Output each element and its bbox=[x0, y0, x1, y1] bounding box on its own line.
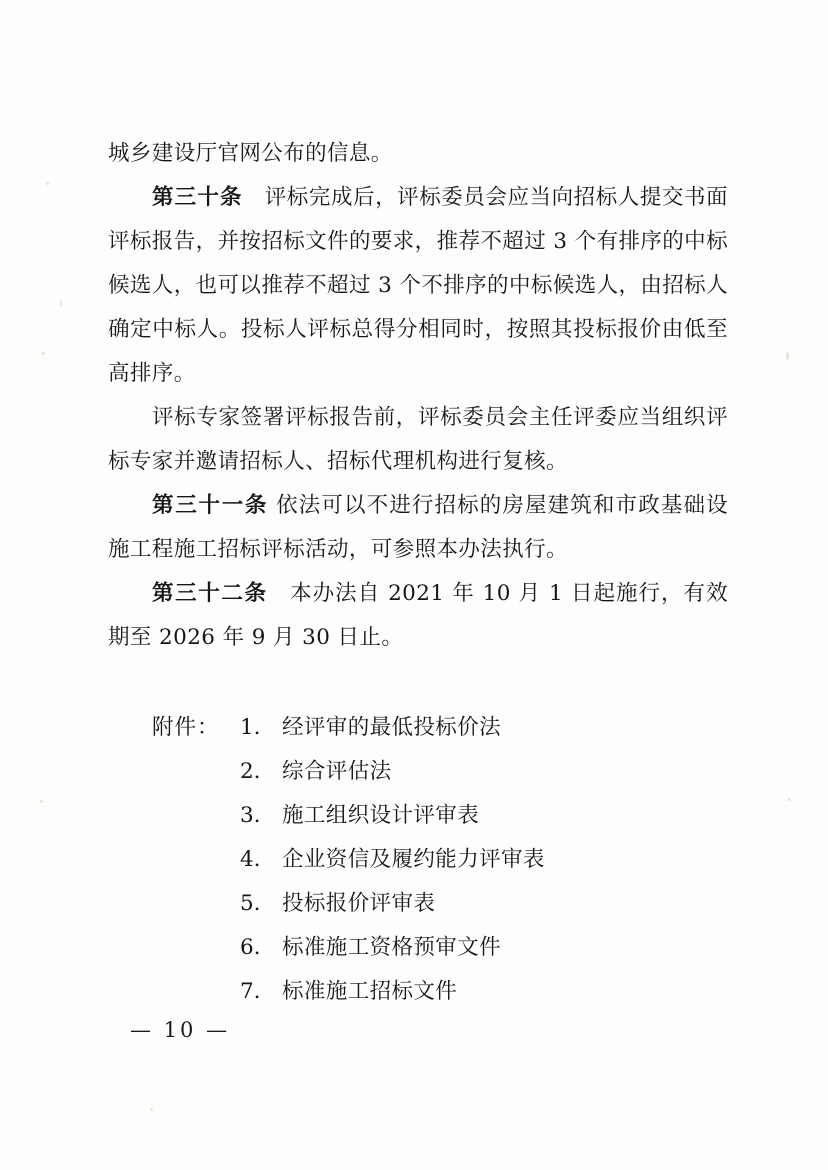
attachment-number: 4. bbox=[240, 847, 261, 872]
attachment-title: 综合评估法 bbox=[282, 759, 392, 784]
scan-speck bbox=[786, 352, 789, 360]
attachment-item bbox=[152, 794, 728, 838]
page-number: — 10 — bbox=[130, 1018, 231, 1042]
attachment-label-spacer bbox=[152, 970, 240, 1014]
paragraph-4 bbox=[108, 484, 728, 572]
attachment-number: 3. bbox=[240, 803, 261, 828]
page-footer bbox=[0, 1018, 828, 1042]
article-30-heading: 第三十条 bbox=[152, 185, 243, 210]
attachment-number: 6. bbox=[240, 935, 261, 960]
attachment-number: 7. bbox=[240, 979, 261, 1004]
scan-speck bbox=[60, 300, 62, 307]
attachment-number: 1. bbox=[240, 715, 261, 740]
attachment-title: 经评审的最低投标价法 bbox=[282, 715, 502, 740]
scan-speck bbox=[150, 1108, 153, 1111]
paragraph-5-text: 本办法自 2021 年 10 月 1 日起施行，有效期至 2026 年 9 月 30 日止。 bbox=[108, 581, 728, 650]
attachment-number: 2. bbox=[240, 759, 261, 784]
attachment-title: 企业资信及履约能力评审表 bbox=[282, 847, 545, 872]
attachment-label-spacer bbox=[152, 838, 240, 882]
scan-speck bbox=[40, 800, 43, 803]
paragraph-3 bbox=[108, 396, 728, 484]
attachment-label-spacer bbox=[152, 926, 240, 970]
document-body bbox=[108, 132, 728, 1014]
attachment-title: 施工组织设计评审表 bbox=[282, 803, 480, 828]
attachment-label: 附件： bbox=[152, 715, 220, 740]
attachment-title: 标准施工招标文件 bbox=[282, 979, 458, 1004]
attachment-number: 5. bbox=[240, 891, 261, 916]
attachment-item bbox=[152, 882, 728, 926]
article-32-heading: 第三十二条 bbox=[152, 581, 268, 606]
paragraph-1-text: 城乡建设厅官网公布的信息。 bbox=[108, 141, 393, 166]
paragraph-2 bbox=[108, 176, 728, 396]
attachment-item bbox=[152, 838, 728, 882]
attachment-item bbox=[152, 926, 728, 970]
attachment-title: 标准施工资格预审文件 bbox=[282, 935, 502, 960]
scan-speck bbox=[788, 798, 791, 801]
paragraph-1 bbox=[108, 132, 728, 176]
scan-speck bbox=[46, 182, 49, 185]
attachment-list bbox=[108, 706, 728, 1014]
attachment-label-spacer bbox=[152, 750, 240, 794]
paragraph-3-text: 评标专家签署评标报告前，评标委员会主任评委应当组织评标专家并邀请招标人、招标代理机构进行复核。 bbox=[108, 405, 728, 474]
attachment-item bbox=[152, 970, 728, 1014]
attachment-item bbox=[152, 750, 728, 794]
attachment-title: 投标报价评审表 bbox=[282, 891, 436, 916]
attachment-label-spacer bbox=[152, 882, 240, 926]
article-31-heading: 第三十一条 bbox=[152, 493, 269, 518]
attachment-label-spacer bbox=[152, 794, 240, 838]
scan-speck bbox=[42, 352, 45, 355]
attachment-item bbox=[152, 706, 728, 750]
paragraph-4-text: 依法可以不进行招标的房屋建筑和市政基础设施工程施工招标评标活动，可参照本办法执行。 bbox=[108, 493, 728, 562]
paragraph-2-text: 评标完成后，评标委员会应当向招标人提交书面评标报告，并按招标文件的要求，推荐不超过 3 个有排序的中标候选人，也可以推荐不超过 3 个不排序的中标候选人，由招标人确定中标人。投标人评标总得分相同时，按照其投标报价由低至高排序。 bbox=[108, 185, 728, 386]
paragraph-5 bbox=[108, 572, 728, 660]
